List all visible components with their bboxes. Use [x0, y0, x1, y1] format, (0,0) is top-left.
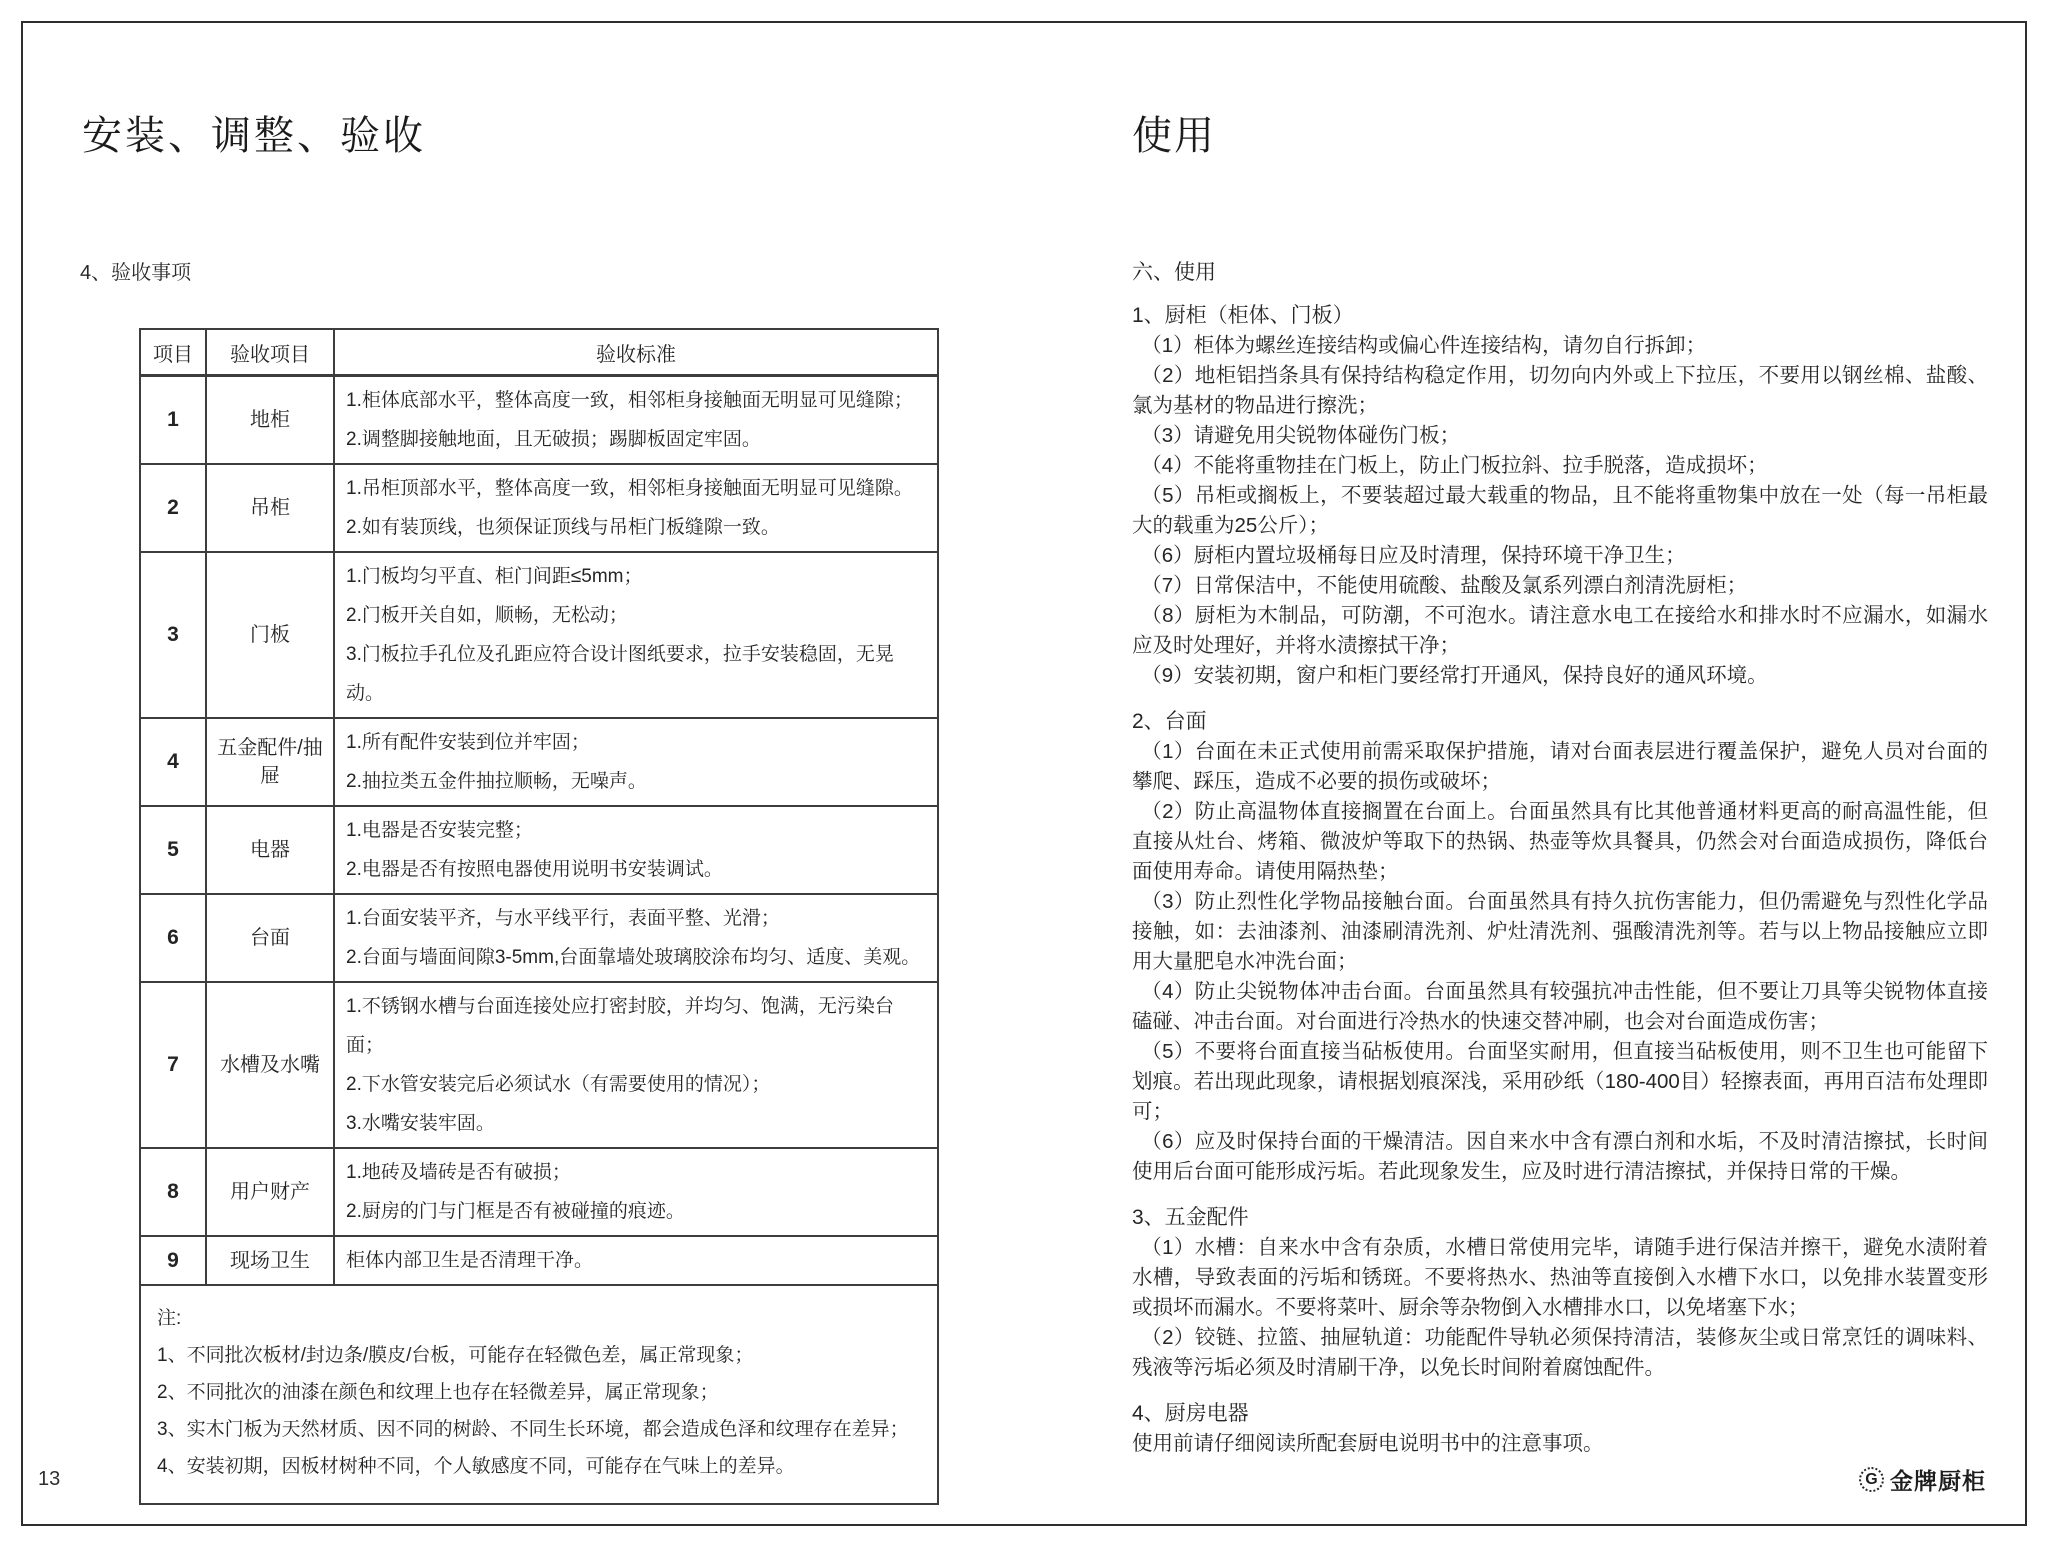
usage-item: （6）厨柜内置垃圾桶每日应及时清理，保持环境干净卫生；	[1141, 544, 1686, 567]
criteria-line: 1.电器是否安装完整；	[346, 820, 533, 841]
col-header-criteria: 验收标准	[334, 329, 938, 376]
usage-item: （2）防止高温物体直接搁置在台面上。台面虽然具有比其他普通材料更高的耐高温性能，但直接从灶台、烤箱、微波炉等取下的热锅、热壶等炊具餐具，仍然会对台面造成损伤，降低台面使用寿命。请使用隔热垫；	[1132, 800, 1988, 883]
usage-item: （5）不要将台面直接当砧板使用。台面坚实耐用，但直接当砧板使用，则不卫生也可能留下划痕。若出现此现象，请根据划痕深浅，采用砂纸（180-400目）轻擦表面，再用百洁布处理即可；	[1132, 1040, 1988, 1123]
usage-item: （6）应及时保持台面的干燥清洁。因自来水中含有漂白剂和水垢，不及时清洁擦拭，长时间使用后台面可能形成污垢。若此现象发生，应及时进行清洁擦拭，并保持日常的干燥。	[1132, 1130, 1988, 1183]
row-item: 吊柜	[206, 464, 334, 552]
row-number: 4	[140, 718, 206, 806]
row-number: 2	[140, 464, 206, 552]
table-header-row	[140, 329, 938, 376]
criteria-line: 2.厨房的门与门框是否有被碰撞的痕迹。	[346, 1201, 685, 1222]
row-criteria	[334, 552, 938, 718]
criteria-line: 1.所有配件安装到位并牢固；	[346, 732, 590, 753]
usage-item: （3）防止烈性化学物品接触台面。台面虽然具有持久抗伤害能力，但仍需避免与烈性化学品接触，如：去油漆剂、油漆刷清洗剂、炉灶清洗剂、强酸清洗剂等。若与以上物品接触应立即用大量肥皂水冲洗台面；	[1132, 890, 1988, 973]
col-header-no: 项目	[140, 329, 206, 376]
page-number: 13	[38, 1468, 61, 1490]
brand-name: 金牌厨柜	[1890, 1468, 1986, 1494]
table-row	[140, 552, 938, 718]
usage-item: （1）水槽：自来水中含有杂质，水槽日常使用完毕，请随手进行保洁并擦干，避免水渍附着水槽，导致表面的污垢和锈斑。不要将热水、热油等直接倒入水槽下水口，以免排水装置变形或损坏而漏水。不要将菜叶、厨余等杂物倒入水槽排水口，以免堵塞下水；	[1132, 1236, 1988, 1319]
usage-item: （2）铰链、拉篮、抽屉轨道：功能配件导轨必须保持清洁，装修灰尘或日常烹饪的调味料、残液等污垢必须及时清刷干净，以免长时间附着腐蚀配件。	[1132, 1326, 1988, 1379]
usage-sections	[1132, 301, 1988, 1459]
row-item: 五金配件/抽屉	[206, 718, 334, 806]
table-row	[140, 464, 938, 552]
criteria-line: 3.水嘴安装牢固。	[346, 1113, 495, 1134]
criteria-line: 1.不锈钢水槽与台面连接处应打密封胶，并均匀、饱满，无污染台面；	[346, 996, 894, 1056]
criteria-line: 2.下水管安装完后必须试水（有需要使用的情况）；	[346, 1074, 771, 1095]
row-criteria	[334, 376, 938, 465]
row-number: 3	[140, 552, 206, 718]
row-criteria	[334, 806, 938, 894]
usage-item: 使用前请仔细阅读所配套厨电说明书中的注意事项。	[1132, 1432, 1604, 1455]
criteria-line: 1.柜体底部水平，整体高度一致，相邻柜身接触面无明显可见缝隙；	[346, 390, 913, 411]
acceptance-table-body	[140, 376, 938, 1286]
notes-label: 注:	[157, 1308, 182, 1329]
usage-section-heading: 1、厨柜（柜体、门板）	[1132, 304, 1354, 327]
usage-section	[1132, 301, 1988, 691]
row-criteria	[334, 894, 938, 982]
criteria-line: 1.吊柜顶部水平，整体高度一致，相邻柜身接触面无明显可见缝隙。	[346, 478, 913, 499]
usage-section	[1132, 1203, 1988, 1383]
usage-item: （2）地柜铝挡条具有保持结构稳定作用，切勿向内外或上下拉压，不要用以钢丝棉、盐酸、氯为基材的物品进行擦洗；	[1132, 364, 1988, 417]
usage-item: （4）不能将重物挂在门板上，防止门板拉斜、拉手脱落，造成损坏；	[1141, 454, 1768, 477]
usage-section-heading: 3、五金配件	[1132, 1206, 1249, 1229]
criteria-line: 1.台面安装平齐，与水平线平行，表面平整、光滑；	[346, 908, 780, 929]
usage-column	[1132, 112, 1988, 1459]
usage-item: （5）吊柜或搁板上，不要装超过最大载重的物品，且不能将重物集中放在一处（每一吊柜最大的载重为25公斤）；	[1132, 484, 1988, 537]
criteria-line: 2.门板开关自如，顺畅，无松动；	[346, 605, 628, 626]
row-item: 水槽及水嘴	[206, 982, 334, 1148]
brand-logo	[1859, 1463, 1986, 1496]
row-criteria	[334, 982, 938, 1148]
usage-section-heading: 4、厨房电器	[1132, 1402, 1249, 1425]
row-item: 门板	[206, 552, 334, 718]
usage-heading: 六、使用	[1132, 261, 1216, 284]
row-criteria	[334, 718, 938, 806]
criteria-line: 2.台面与墙面间隙3-5mm,台面靠墙处玻璃胶涂布均匀、适度、美观。	[346, 947, 921, 968]
table-row	[140, 806, 938, 894]
row-item: 电器	[206, 806, 334, 894]
table-row	[140, 894, 938, 982]
usage-item: （1）台面在未正式使用前需采取保护措施，请对台面表层进行覆盖保护，避免人员对台面的攀爬、踩压，造成不必要的损伤或破坏；	[1132, 740, 1988, 793]
table-row	[140, 718, 938, 806]
row-criteria	[334, 1148, 938, 1236]
usage-item: （3）请避免用尖锐物体碰伤门板；	[1141, 424, 1461, 447]
note-line: 4、安装初期，因板材树种不同，个人敏感度不同，可能存在气味上的差异。	[157, 1456, 795, 1477]
row-number: 5	[140, 806, 206, 894]
notes-list	[157, 1337, 921, 1485]
table-row	[140, 1148, 938, 1236]
criteria-line: 2.如有装顶线，也须保证顶线与吊柜门板缝隙一致。	[346, 517, 780, 538]
note-line: 3、实木门板为天然材质、因不同的树龄、不同生长环境，都会造成色泽和纹理存在差异；	[157, 1419, 909, 1440]
notes-row	[140, 1285, 938, 1504]
table-row	[140, 982, 938, 1148]
acceptance-table	[139, 328, 939, 1505]
usage-item: （4）防止尖锐物体冲击台面。台面虽然具有较强抗冲击性能，但不要让刀具等尖锐物体直接磕碰、冲击台面。对台面进行冷热水的快速交替冲刷，也会对台面造成伤害；	[1132, 980, 1988, 1033]
criteria-line: 1.地砖及墙砖是否有破损；	[346, 1162, 571, 1183]
row-item: 用户财产	[206, 1148, 334, 1236]
row-number: 8	[140, 1148, 206, 1236]
row-number: 7	[140, 982, 206, 1148]
criteria-line: 1.门板均匀平直、柜门间距≤5mm；	[346, 566, 643, 587]
row-number: 6	[140, 894, 206, 982]
row-criteria	[334, 1236, 938, 1285]
table-row	[140, 376, 938, 465]
criteria-line: 2.电器是否有按照电器使用说明书安装调试。	[346, 859, 723, 880]
left-page-title: 安装、调整、验收	[82, 114, 426, 158]
usage-item: （1）柜体为螺丝连接结构或偏心件连接结构，请勿自行拆卸；	[1141, 334, 1707, 357]
usage-section-heading: 2、台面	[1132, 710, 1207, 733]
criteria-line: 3.门板拉手孔位及孔距应符合设计图纸要求，拉手安装稳固，无晃动。	[346, 644, 894, 704]
col-header-item: 验收项目	[206, 329, 334, 376]
note-line: 2、不同批次的油漆在颜色和纹理上也存在轻微差异，属正常现象；	[157, 1382, 719, 1403]
row-criteria	[334, 464, 938, 552]
usage-item: （8）厨柜为木制品，可防潮，不可泡水。请注意水电工在接给水和排水时不应漏水，如漏水应及时处理好，并将水渍擦拭干净；	[1132, 604, 1988, 657]
note-line: 1、不同批次板材/封边条/膜皮/台板，可能存在轻微色差，属正常现象；	[157, 1345, 754, 1366]
usage-item: （9）安装初期，窗户和柜门要经常打开通风，保持良好的通风环境。	[1141, 664, 1768, 687]
criteria-line: 柜体内部卫生是否清理干净。	[346, 1250, 594, 1271]
row-item: 地柜	[206, 376, 334, 465]
row-number: 1	[140, 376, 206, 465]
usage-section	[1132, 707, 1988, 1187]
right-page-title: 使用	[1132, 114, 1216, 158]
row-item: 台面	[206, 894, 334, 982]
usage-section	[1132, 1399, 1988, 1459]
table-row	[140, 1236, 938, 1285]
notes-cell	[140, 1285, 938, 1504]
row-number: 9	[140, 1236, 206, 1285]
criteria-line: 2.抽拉类五金件抽拉顺畅，无噪声。	[346, 771, 647, 792]
criteria-line: 2.调整脚接触地面，且无破损；踢脚板固定牢固。	[346, 429, 761, 450]
acceptance-section-label: 4、验收事项	[80, 262, 192, 284]
row-item: 现场卫生	[206, 1236, 334, 1285]
brand-g-icon: G	[1859, 1467, 1884, 1492]
usage-item: （7）日常保洁中，不能使用硫酸、盐酸及氯系列漂白剂清洗厨柜；	[1141, 574, 1748, 597]
